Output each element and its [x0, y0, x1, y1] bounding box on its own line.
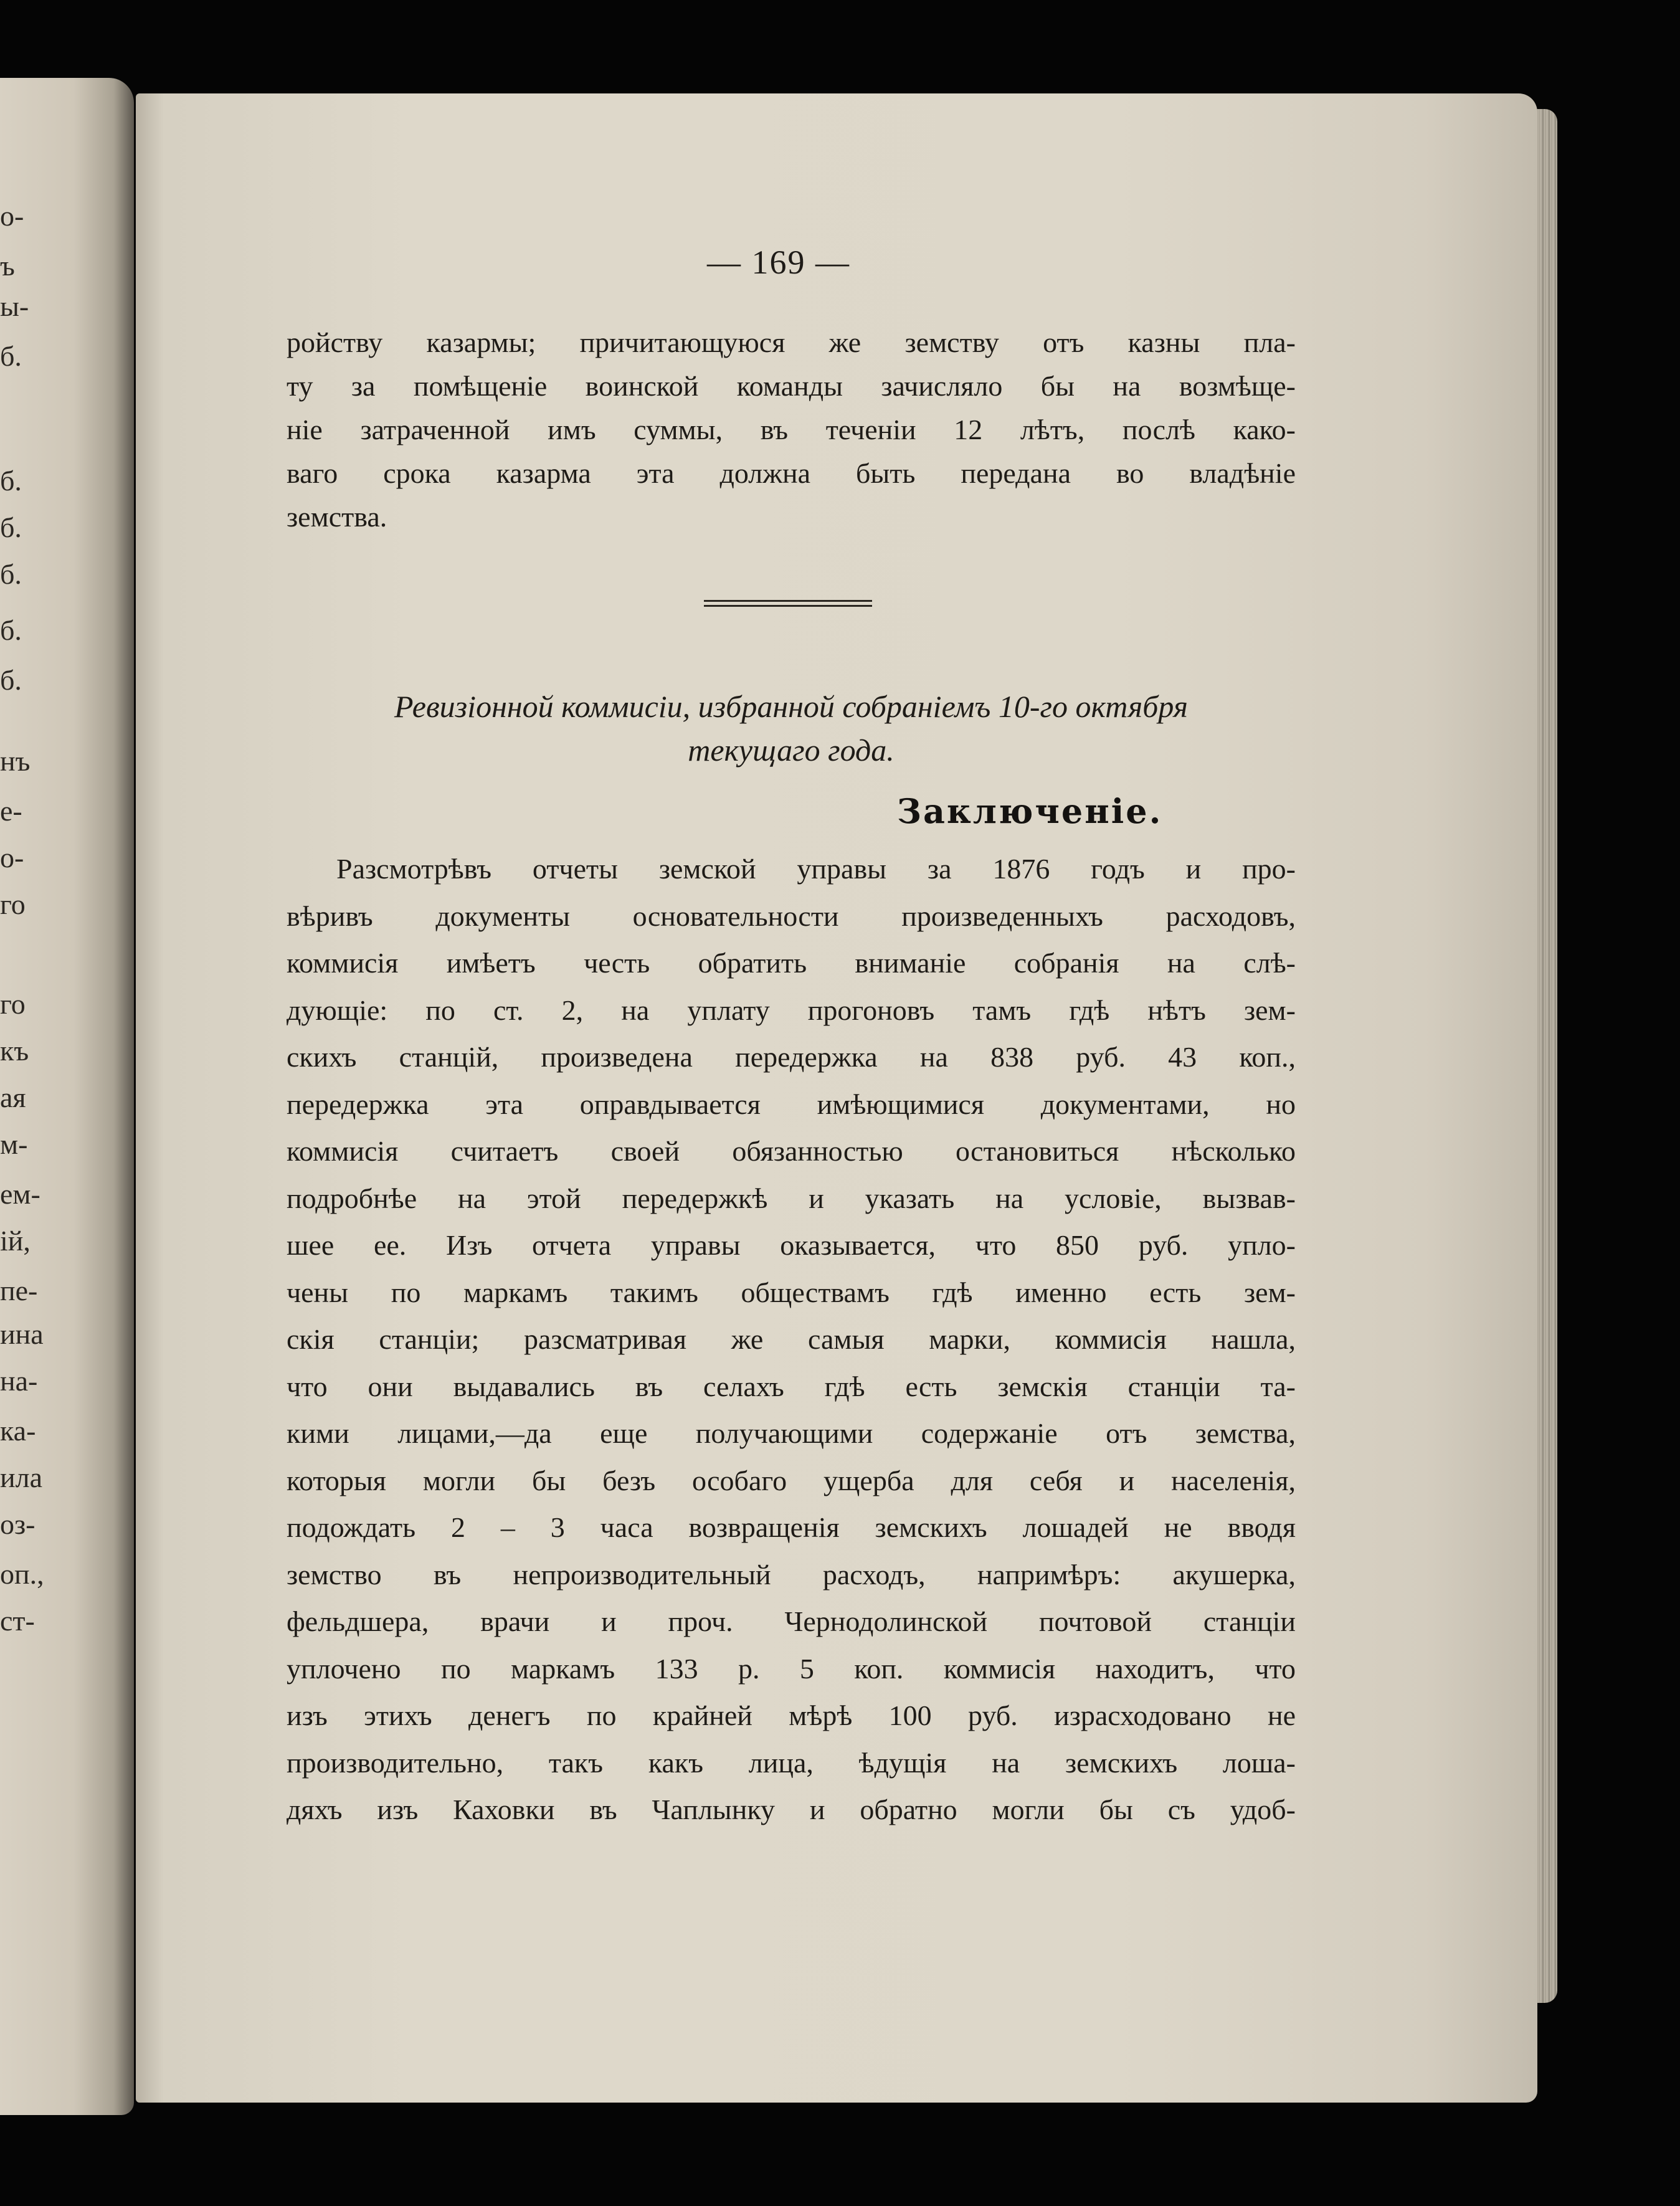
text-line: земства.	[287, 501, 387, 533]
text-line: подробнѣе на этой передержкѣ и указать на условіе, вызвав-	[287, 1182, 1296, 1214]
margin-fragment: ем-	[0, 1178, 40, 1210]
margin-fragment: ій,	[0, 1225, 31, 1257]
text-line: коммисія имѣетъ честь обратить вниманіе собранія на слѣ-	[287, 947, 1296, 979]
margin-fragment: оз-	[0, 1508, 36, 1540]
text-line: Разсмотрѣвъ отчеты земской управы за 1876 годъ и про-	[336, 853, 1296, 885]
section-heading-line-1: Ревизіонной коммисіи, избранной собраніемъ 10-го октября	[394, 689, 1188, 724]
text-line: передержка эта оправдывается имѣющимися документами, но	[287, 1088, 1296, 1120]
text-line: уплочено по маркамъ 133 р. 5 коп. коммисія находитъ, что	[287, 1652, 1296, 1685]
text-line: ройству казармы; причитающуюся же земству отъ казны пла-	[287, 326, 1296, 358]
margin-fragment: б.	[0, 465, 22, 497]
text-line: земство въ непроизводительный расходъ, напримѣръ: акушерка,	[287, 1558, 1296, 1590]
margin-fragment: б.	[0, 614, 22, 646]
margin-fragment: къ	[0, 1035, 29, 1067]
margin-fragment: ъ	[0, 250, 15, 282]
text-line: скія станціи; разсматривая же самыя марки, коммисія нашла,	[287, 1323, 1296, 1355]
text-line: чены по маркамъ такимъ обществамъ гдѣ именно есть зем-	[287, 1276, 1296, 1308]
margin-fragment: ка-	[0, 1415, 36, 1447]
facing-page	[0, 78, 134, 2115]
text-line: фельдшера, врачи и проч. Чернодолинской почтовой станціи	[287, 1605, 1296, 1637]
page-number: — 169 —	[707, 244, 850, 281]
margin-fragment: оп.,	[0, 1558, 44, 1590]
separator-rule	[704, 605, 872, 607]
margin-fragment: б.	[0, 664, 22, 696]
text-line: ту за помѣщеніе воинской команды зачисляло бы на возмѣще-	[287, 370, 1296, 402]
margin-fragment: б.	[0, 558, 22, 590]
text-line: производительно, такъ какъ лица, ѣдущія на земскихъ лоша-	[287, 1746, 1296, 1779]
margin-fragment: ы-	[0, 290, 29, 322]
section-heading-line-2: текущаго года.	[688, 733, 895, 768]
margin-fragment: о-	[0, 842, 24, 873]
margin-fragment: м-	[0, 1128, 28, 1160]
margin-fragment: е-	[0, 795, 22, 827]
text-line: ваго срока казарма эта должна быть передана во владѣніе	[287, 457, 1296, 489]
margin-fragment: б.	[0, 340, 22, 372]
text-line: дяхъ изъ Каховки въ Чаплынку и обратно могли бы съ удоб-	[287, 1794, 1296, 1825]
text-line: кими лицами,—да еще получающими содержаніе отъ земства,	[287, 1417, 1296, 1449]
text-line: дующіе: по ст. 2, на уплату прогоновъ тамъ гдѣ нѣтъ зем-	[287, 994, 1296, 1026]
margin-fragment: нъ	[0, 745, 31, 777]
margin-fragment: ила	[0, 1462, 42, 1493]
separator-rule	[704, 600, 872, 602]
text-line: вѣривъ документы основательности произведенныхъ расходовъ,	[287, 900, 1296, 932]
text-line: шее ее. Изъ отчета управы оказывается, что 850 руб. упло-	[287, 1229, 1296, 1261]
margin-fragment: ина	[0, 1318, 44, 1350]
margin-fragment: б.	[0, 511, 22, 543]
margin-fragment: ая	[0, 1082, 26, 1113]
margin-fragment: пе-	[0, 1275, 38, 1306]
text-line: скихъ станцій, произведена передержка на 838 руб. 43 коп.,	[287, 1041, 1296, 1073]
text-line: которыя могли бы безъ особаго ущерба для себя и населенія,	[287, 1464, 1296, 1496]
text-line: что они выдавались въ селахъ гдѣ есть земскія станціи та-	[287, 1370, 1296, 1402]
margin-fragment: ст-	[0, 1605, 35, 1637]
text-line: изъ этихъ денегъ по крайней мѣрѣ 100 руб. израсходовано не	[287, 1700, 1296, 1731]
section-title: Заключеніе.	[897, 791, 1163, 831]
margin-fragment: о-	[0, 200, 24, 232]
text-line: подождать 2 – 3 часа возвращенія земскихъ лошадей не вводя	[287, 1511, 1296, 1543]
margin-fragment: го	[0, 888, 26, 920]
margin-fragment: на-	[0, 1365, 38, 1397]
text-line: ніе затраченной имъ суммы, въ теченіи 12 лѣтъ, послѣ како-	[287, 414, 1296, 445]
margin-fragment: го	[0, 988, 26, 1020]
text-line: коммисія считаетъ своей обязанностью остановиться нѣсколько	[287, 1135, 1296, 1167]
